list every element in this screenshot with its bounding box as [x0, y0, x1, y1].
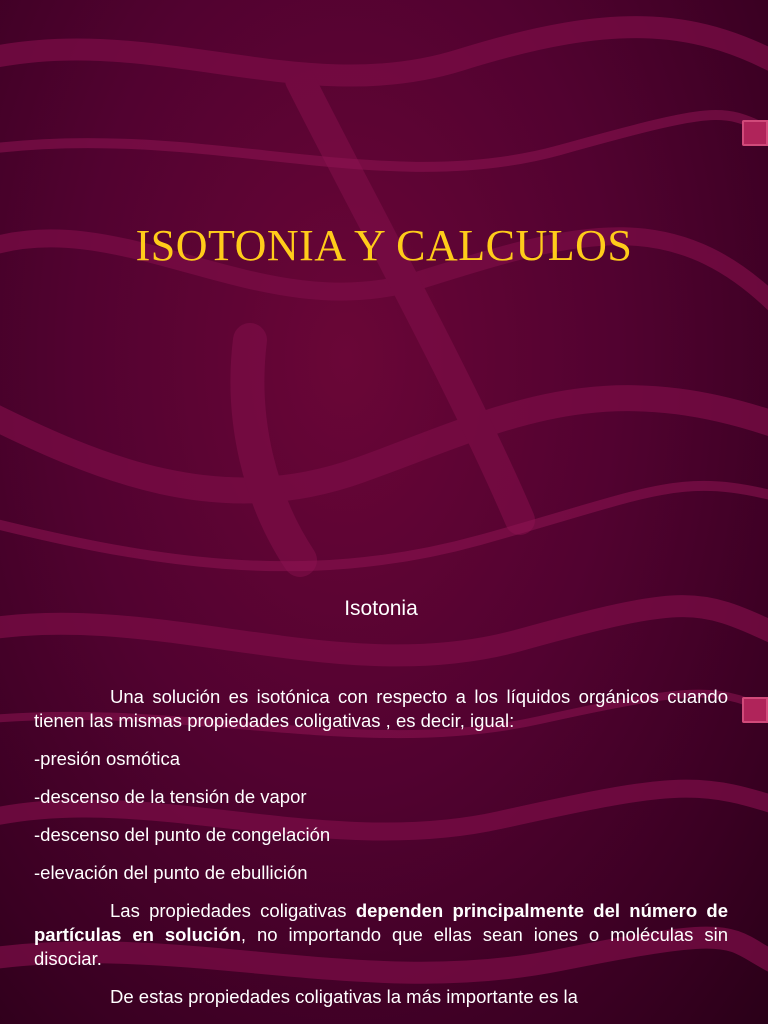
body-text: [34, 685, 728, 1009]
list-item: -descenso del punto de congelación: [34, 824, 331, 845]
section-heading: Isotonia: [344, 597, 418, 620]
final-paragraph: De estas propiedades coligativas la más importante es la: [110, 986, 578, 1007]
side-tab-bottom: [742, 697, 768, 723]
list-item: -elevación del punto de ebullición: [34, 862, 308, 883]
paragraph-text: Las propiedades coligativas: [110, 900, 356, 921]
side-tab-top: [742, 120, 768, 146]
list-item: -presión osmótica: [34, 748, 181, 769]
emphasis-text: dependen principalmente del número de partículas en solución: [34, 900, 728, 945]
list-item: -descenso de la tensión de vapor: [34, 786, 307, 807]
paragraph-text: , no importando que ellas sean iones o moléculas sin disociar.: [34, 924, 729, 969]
slide-title: ISOTONIA Y CALCULOS: [135, 221, 633, 270]
intro-paragraph: Una solución es isotónica con respecto a los líquidos orgánicos cuando tienen las mismas propiedades coligativas , es decir, igual:: [34, 686, 728, 731]
colligative-paragraph: [34, 899, 728, 971]
